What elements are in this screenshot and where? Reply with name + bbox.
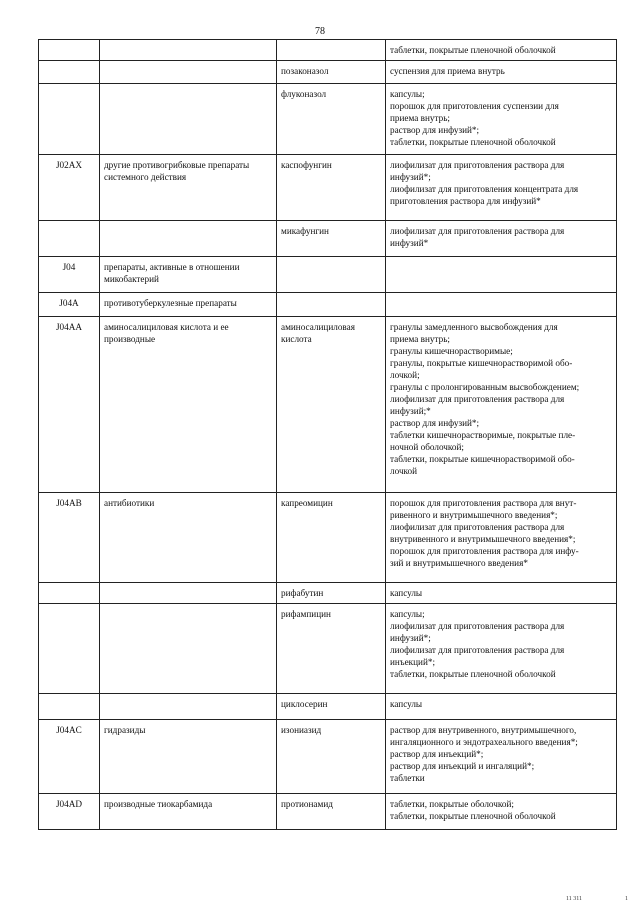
table-row xyxy=(39,257,617,293)
atc-code-cell xyxy=(39,40,100,61)
dosage-form-line: инъекций*; xyxy=(390,657,436,667)
dosage-forms-cell xyxy=(386,221,617,257)
dosage-form-line: лиофилизат для приготовления раствора для xyxy=(390,226,565,236)
dosage-form-line: капсулы xyxy=(390,699,423,709)
drug-name-cell: рифампицин xyxy=(277,604,386,694)
dosage-forms-cell xyxy=(386,84,617,155)
drug-name-cell xyxy=(277,257,386,293)
dosage-form-line: приема внутрь; xyxy=(390,113,450,123)
dosage-form-line: порошок для приготовления раствора для внут- xyxy=(390,498,577,508)
drug-table xyxy=(38,39,617,830)
dosage-form-line: лочкой xyxy=(390,466,418,476)
dosage-form-line: порошок для приготовления раствора для инфу- xyxy=(390,546,579,556)
dosage-form-line: лиофилизат для приготовления концентрата для xyxy=(390,184,579,194)
table-row xyxy=(39,61,617,84)
table-row xyxy=(39,694,617,720)
dosage-forms-cell xyxy=(386,794,617,830)
dosage-form-line: раствор для инъекций и ингаляций*; xyxy=(390,761,535,771)
dosage-form-line: гранулы, покрытые кишечнорастворимой обо- xyxy=(390,358,573,368)
table-row xyxy=(39,155,617,221)
drug-name-cell xyxy=(277,293,386,317)
dosage-form-line: приготовления раствора для инфузий* xyxy=(390,196,541,206)
drug-name-cell: рифабутин xyxy=(277,583,386,604)
dosage-forms-cell xyxy=(386,40,617,61)
dosage-form-line: зий и внутримышечного введения* xyxy=(390,558,528,568)
group-name-cell: антибиотики xyxy=(100,493,277,583)
dosage-forms-cell xyxy=(386,317,617,493)
dosage-form-line: раствор для инфузий*; xyxy=(390,418,480,428)
dosage-form-line: капсулы xyxy=(390,588,423,598)
atc-code-cell: J04AA xyxy=(39,317,100,493)
group-name-cell xyxy=(100,604,277,694)
group-name-cell xyxy=(100,40,277,61)
dosage-form-line: таблетки, покрытые пленочной оболочкой xyxy=(390,45,556,55)
group-name-cell: производные тиокарбамида xyxy=(100,794,277,830)
dosage-form-line: ингаляционного и эндотрахеального введения*; xyxy=(390,737,578,747)
dosage-forms-cell xyxy=(386,493,617,583)
group-name-cell xyxy=(100,694,277,720)
dosage-form-line: раствор для внутривенного, внутримышечного, xyxy=(390,725,577,735)
group-name-cell xyxy=(100,583,277,604)
dosage-form-line: раствор для инъекций*; xyxy=(390,749,484,759)
dosage-form-line: лиофилизат для приготовления раствора для xyxy=(390,394,565,404)
drug-name-cell: капреомицин xyxy=(277,493,386,583)
atc-code-cell xyxy=(39,221,100,257)
dosage-form-line: таблетки кишечнорастворимые, покрытые пле- xyxy=(390,430,576,440)
dosage-form-line: гранулы с пролонгированным высвобождением; xyxy=(390,382,580,392)
drug-name-cell: позаконазол xyxy=(277,61,386,84)
dosage-form-line: инфузий* xyxy=(390,238,429,248)
group-name-cell: аминосалициловая кислота и ее производные xyxy=(100,317,277,493)
dosage-form-line: гранулы замедленного высвобождения для xyxy=(390,322,558,332)
dosage-forms-cell xyxy=(386,583,617,604)
dosage-forms-cell xyxy=(386,720,617,794)
drug-name-cell: микафунгин xyxy=(277,221,386,257)
group-name-cell: противотуберкулезные препараты xyxy=(100,293,277,317)
drug-name-cell xyxy=(277,40,386,61)
dosage-forms-cell xyxy=(386,694,617,720)
atc-code-cell xyxy=(39,604,100,694)
dosage-form-line: инфузий;* xyxy=(390,406,431,416)
group-name-cell xyxy=(100,61,277,84)
dosage-form-line: инфузий*; xyxy=(390,172,431,182)
table-row xyxy=(39,720,617,794)
footer-mark: 11 311 xyxy=(566,896,583,902)
dosage-form-line: таблетки, покрытые пленочной оболочкой xyxy=(390,811,556,821)
dosage-form-line: порошок для приготовления суспензии для xyxy=(390,101,559,111)
atc-code-cell: J04 xyxy=(39,257,100,293)
atc-code-cell: J04AB xyxy=(39,493,100,583)
atc-code-cell xyxy=(39,694,100,720)
dosage-form-line: раствор для инфузий*; xyxy=(390,125,480,135)
dosage-form-line: таблетки, покрытые пленочной оболочкой xyxy=(390,669,556,679)
dosage-form-line: лиофилизат для приготовления раствора для xyxy=(390,645,565,655)
table-row xyxy=(39,794,617,830)
table-row xyxy=(39,583,617,604)
drug-name-cell: изониазид xyxy=(277,720,386,794)
atc-code-cell: J02AX xyxy=(39,155,100,221)
table-row xyxy=(39,221,617,257)
dosage-form-line: внутривенного и внутримышечного введения*; xyxy=(390,534,576,544)
group-name-cell: препараты, активные в отношении микобактерий xyxy=(100,257,277,293)
drug-name-cell: протионамид xyxy=(277,794,386,830)
atc-code-cell xyxy=(39,84,100,155)
dosage-form-line: капсулы; xyxy=(390,609,425,619)
atc-code-cell xyxy=(39,583,100,604)
table-row xyxy=(39,604,617,694)
dosage-forms-cell xyxy=(386,604,617,694)
dosage-forms-cell xyxy=(386,155,617,221)
group-name-cell: гидразиды xyxy=(100,720,277,794)
table-body xyxy=(39,40,617,830)
page-number: 78 xyxy=(315,26,325,37)
dosage-form-line: таблетки xyxy=(390,773,425,783)
dosage-form-line: лиофилизат для приготовления раствора для xyxy=(390,160,565,170)
group-name-cell xyxy=(100,221,277,257)
dosage-form-line: таблетки, покрытые оболочкой; xyxy=(390,799,514,809)
atc-code-cell xyxy=(39,61,100,84)
table-row xyxy=(39,317,617,493)
dosage-form-line: лочкой; xyxy=(390,370,420,380)
atc-code-cell: J04AC xyxy=(39,720,100,794)
dosage-form-line: лиофилизат для приготовления раствора для xyxy=(390,621,565,631)
atc-code-cell: J04A xyxy=(39,293,100,317)
drug-name-cell: каспофунгин xyxy=(277,155,386,221)
dosage-form-line: таблетки, покрытые кишечнорастворимой обо- xyxy=(390,454,575,464)
dosage-form-line: таблетки, покрытые пленочной оболочкой xyxy=(390,137,556,147)
dosage-forms-cell xyxy=(386,293,617,317)
dosage-form-line: лиофилизат для приготовления раствора для xyxy=(390,522,565,532)
footer-mark-2: 1 xyxy=(625,896,628,902)
table-row xyxy=(39,293,617,317)
drug-name-cell: флуконазол xyxy=(277,84,386,155)
group-name-cell: другие противогрибковые препараты системного действия xyxy=(100,155,277,221)
drug-name-cell: циклосерин xyxy=(277,694,386,720)
dosage-form-line: ривенного и внутримышечного введения*; xyxy=(390,510,558,520)
dosage-forms-cell xyxy=(386,257,617,293)
drug-name-cell: аминосалициловая кислота xyxy=(277,317,386,493)
dosage-form-line: гранулы кишечнорастворимые; xyxy=(390,346,513,356)
table-row xyxy=(39,40,617,61)
group-name-cell xyxy=(100,84,277,155)
dosage-form-line: ночной оболочкой; xyxy=(390,442,464,452)
dosage-form-line: инфузий*; xyxy=(390,633,431,643)
table-row xyxy=(39,84,617,155)
dosage-form-line: приема внутрь; xyxy=(390,334,450,344)
dosage-form-line: капсулы; xyxy=(390,89,425,99)
dosage-form-line: суспензия для приема внутрь xyxy=(390,66,505,76)
table-row xyxy=(39,493,617,583)
atc-code-cell: J04AD xyxy=(39,794,100,830)
dosage-forms-cell xyxy=(386,61,617,84)
